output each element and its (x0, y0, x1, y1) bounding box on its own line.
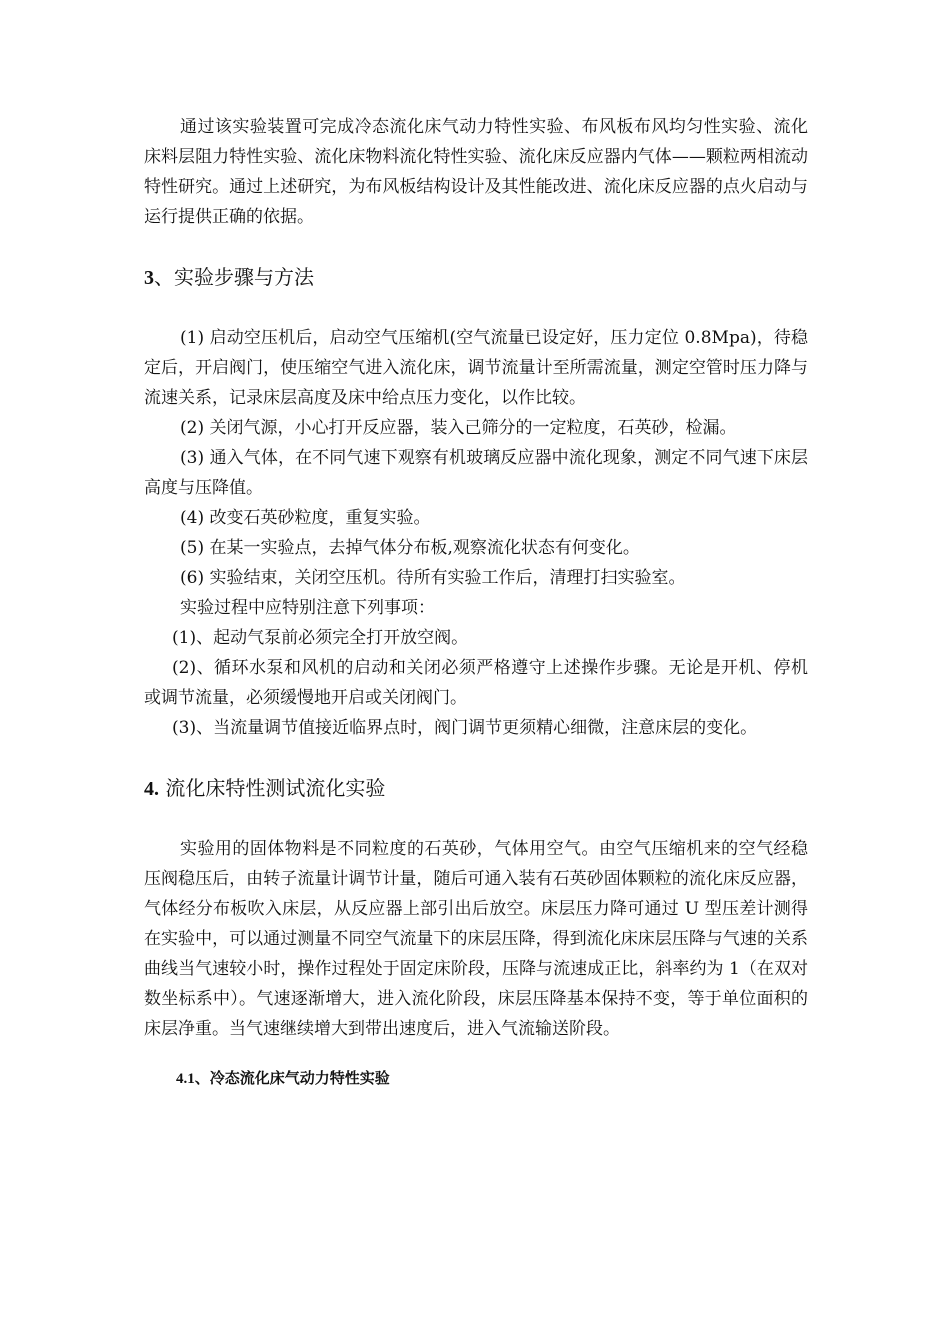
subsection-4-1-heading (144, 1066, 808, 1091)
note-item-2: (2)、循环水泵和风机的启动和关闭必须严格遵守上述操作步骤。无论是开机、停机或调节流量，必须缓慢地开启或关闭阀门。 (144, 658, 808, 708)
document-page (144, 112, 808, 1091)
section-3-title: 、实验步骤与方法 (154, 265, 314, 289)
step-item-6: (6) 实验结束，关闭空压机。待所有实验工作后，清理打扫实验室。 (180, 568, 686, 588)
section-3-number: 3 (144, 267, 154, 289)
step-item-2: (2) 关闭气源，小心打开反应器，装入己筛分的一定粒度，石英砂，检漏。 (180, 418, 737, 438)
step-item-3: (3) 通入气体，在不同气速下观察有机玻璃反应器中流化现象，测定不同气速下床层高度与压降值。 (144, 448, 808, 498)
step-item-5: (5) 在某一实验点，去掉气体分布板,观察流化状态有何变化。 (180, 538, 640, 558)
section-4-title: 流化床特性测试流化实验 (159, 776, 386, 800)
section-3-heading (144, 262, 808, 293)
step-item-1: (1) 启动空压机后，启动空气压缩机(空气流量已设定好，压力定位 0.8Mpa)，待稳定后，开启阀门，使压缩空气进入流化床，调节流量计至所需流量，测定空管时压力降与流速关系，记录床层高度及床中给点压力变化，以作比较。 (144, 328, 808, 408)
subsection-4-1-number: 4.1 (176, 1071, 195, 1087)
notes-intro: 实验过程中应特别注意下列事项： (180, 598, 435, 618)
section-4-paragraph: 实验用的固体物料是不同粒度的石英砂，气体用空气。由空气压缩机来的空气经稳压阀稳压后，由转子流量计调节计量，随后可通入装有石英砂固体颗粒的流化床反应器，气体经分布板吹入床层，从反应器上部引出后放空。床层压力降可通过 U 型压差计测得在实验中，可以通过测量不同空气流量下的床层压降，得到流化床床层压降与气速的关系曲线当气速较小时，操作过程处于固定床阶段，压降与流速成正比，斜率约为 1（在双对数坐标系中）。气速逐渐增大，进入流化阶段，床层压降基本保持不变，等于单位面积的床层净重。当气速继续增大到带出速度后，进入气流输送阶段。 (144, 839, 808, 1039)
procedure-steps (144, 323, 808, 593)
subsection-4-1-title: 、冷态流化床气动力特性实验 (194, 1069, 390, 1087)
caution-notes (144, 623, 808, 743)
note-item-3: (3)、当流量调节值接近临界点时，阀门调节更须精心细微，注意床层的变化。 (172, 718, 758, 738)
section-4-number: 4. (144, 778, 159, 800)
section-4-heading (144, 773, 808, 804)
step-item-4: (4) 改变石英砂粒度，重复实验。 (180, 508, 431, 528)
note-item-1: (1)、起动气泵前必须完全打开放空阀。 (172, 628, 469, 648)
intro-paragraph: 通过该实验装置可完成冷态流化床气动力特性实验、布风板布风均匀性实验、流化床料层阻力特性实验、流化床物料流化特性实验、流化床反应器内气体——颗粒两相流动特性研究。通过上述研究，为布风板结构设计及其性能改进、流化床反应器的点火启动与运行提供正确的依据。 (144, 117, 808, 227)
